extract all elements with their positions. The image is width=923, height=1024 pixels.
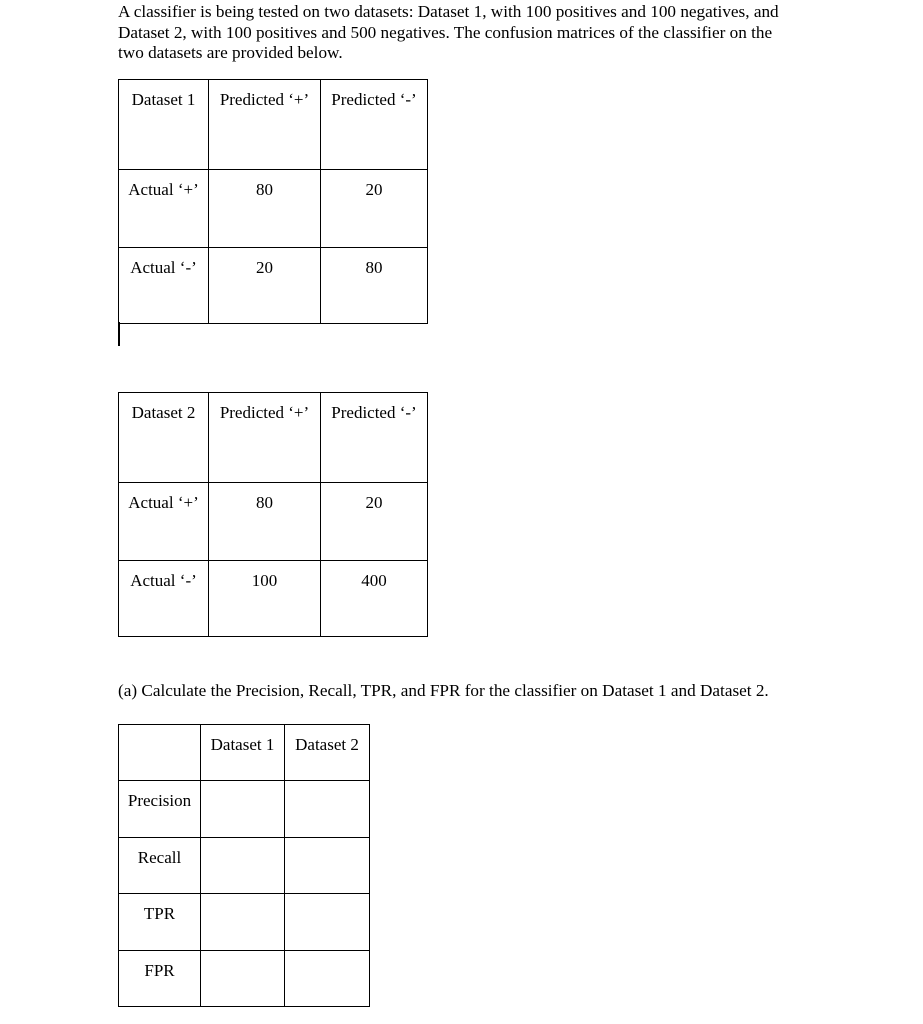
header-predicted-positive: Predicted ‘+’	[209, 393, 321, 483]
matrix-header-row	[119, 393, 428, 483]
answer-cell-fpr-d1[interactable]	[201, 951, 285, 1007]
table-border-stub	[118, 322, 120, 346]
cell-true-positive: 80	[209, 483, 321, 561]
answer-cell-tpr-d2[interactable]	[285, 894, 370, 951]
row-label-precision: Precision	[119, 781, 201, 838]
matrix-row-actual-positive	[119, 170, 428, 248]
header-predicted-negative: Predicted ‘-’	[321, 393, 428, 483]
question-a: (a) Calculate the Precision, Recall, TPR, and FPR for the classifier on Dataset 1 and Dataset 2.	[118, 681, 769, 700]
metrics-answer-table	[118, 724, 370, 1007]
row-label-actual-negative: Actual ‘-’	[119, 561, 209, 637]
header-predicted-negative: Predicted ‘-’	[321, 80, 428, 170]
confusion-matrix-dataset-2	[118, 392, 428, 637]
matrix-header-row	[119, 80, 428, 170]
cell-false-negative: 20	[321, 483, 428, 561]
cell-false-positive: 100	[209, 561, 321, 637]
cell-true-negative: 400	[321, 561, 428, 637]
row-label-actual-positive: Actual ‘+’	[119, 483, 209, 561]
cell-true-positive: 80	[209, 170, 321, 248]
answer-cell-recall-d2[interactable]	[285, 838, 370, 894]
matrix-corner-cell: Dataset 1	[119, 80, 209, 170]
answer-cell-tpr-d1[interactable]	[201, 894, 285, 951]
intro-line-1: A classifier is being tested on two datasets: Dataset 1, with 100 positives and 100 negatives, and	[118, 2, 779, 21]
metrics-row-precision	[119, 781, 370, 838]
row-label-fpr: FPR	[119, 951, 201, 1007]
answer-cell-precision-d2[interactable]	[285, 781, 370, 838]
header-dataset-2: Dataset 2	[285, 725, 370, 781]
answer-cell-recall-d1[interactable]	[201, 838, 285, 894]
intro-line-2: Dataset 2, with 100 positives and 500 negatives. The confusion matrices of the classifier on the	[118, 22, 773, 42]
row-label-recall: Recall	[119, 838, 201, 894]
row-label-actual-positive: Actual ‘+’	[119, 170, 209, 248]
matrix-row-actual-positive	[119, 483, 428, 561]
matrix-row-actual-negative	[119, 248, 428, 324]
metrics-row-fpr	[119, 951, 370, 1007]
intro-paragraph	[118, 2, 818, 64]
header-predicted-positive: Predicted ‘+’	[209, 80, 321, 170]
matrix-row-actual-negative	[119, 561, 428, 637]
metrics-corner-cell	[119, 725, 201, 781]
row-label-actual-negative: Actual ‘-’	[119, 248, 209, 324]
intro-line-3: two datasets are provided below.	[118, 43, 343, 62]
metrics-row-recall	[119, 838, 370, 894]
answer-cell-precision-d1[interactable]	[201, 781, 285, 838]
cell-true-negative: 80	[321, 248, 428, 324]
row-label-tpr: TPR	[119, 894, 201, 951]
metrics-header-row	[119, 725, 370, 781]
matrix-corner-cell: Dataset 2	[119, 393, 209, 483]
header-dataset-1: Dataset 1	[201, 725, 285, 781]
cell-false-positive: 20	[209, 248, 321, 324]
confusion-matrix-dataset-1	[118, 79, 428, 324]
answer-cell-fpr-d2[interactable]	[285, 951, 370, 1007]
cell-false-negative: 20	[321, 170, 428, 248]
metrics-row-tpr	[119, 894, 370, 951]
